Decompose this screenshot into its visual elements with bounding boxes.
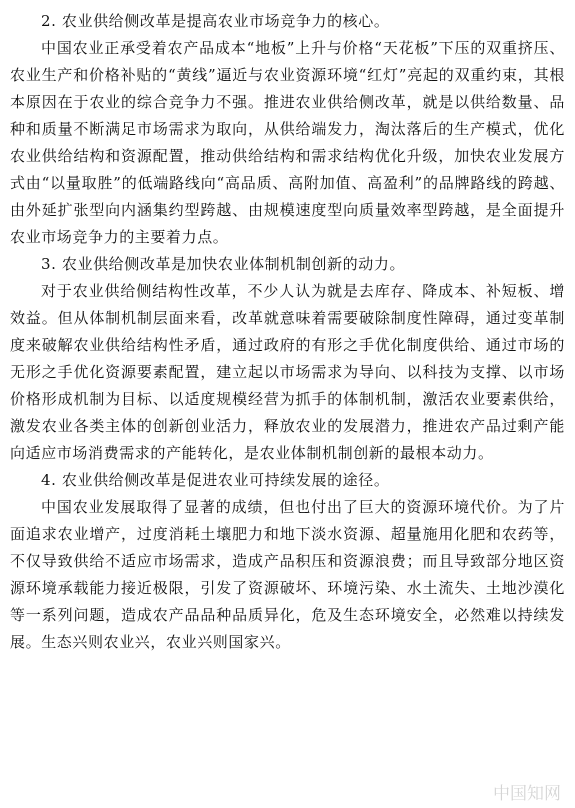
section-4-body: 中国农业发展取得了显著的成绩，但也付出了巨大的资源环境代价。为了片面追求农业增产，过度消耗土壤肥力和地下淡水资源、超量施用化肥和农药等，不仅导致供给不适应市场需求，造成产品积压和资源浪费；而且导致部分地区资源环境承载能力接近极限，引发了资源破坏、环境污染、水土流失、土地沙漠化等一系列问题，造成农产品品种品质异化，危及生态环境安全，必然难以持续发展。生态兴则农业兴，农业兴则国家兴。 [10, 498, 565, 651]
section-3-heading: 3. 农业供给侧改革是加快农业体制机制创新的动力。 [41, 255, 406, 273]
watermark-logo: 中国知网 [493, 784, 561, 804]
section-2-heading: 2. 农业供给侧改革是提高农业市场竞争力的核心。 [41, 12, 390, 30]
section-2-body: 中国农业正承受着农产品成本“地板”上升与价格“天花板”下压的双重挤压、农业生产和价格补贴的“黄线”逼近与农业资源环境“红灯”亮起的双重约束，其根本原因在于农业的综合竞争力不强。推进农业供给侧改革，就是以供给数量、品种和质量不断满足市场需求为取向，从供给端发力，淘汰落后的生产模式，优化农业供给结构和资源配置，推动供给结构和需求结构优化升级，加快农业发展方式由“以量取胜”的低端路线向“高品质、高附加值、高盈利”的品牌路线的跨越、由外延扩张型向内涵集约型跨越、由规模速度型向质量效率型跨越，是全面提升农业市场竞争力的主要着力点。 [10, 39, 565, 246]
section-4-heading: 4. 农业供给侧改革是促进农业可持续发展的途径。 [41, 471, 390, 489]
section-3-body: 对于农业供给侧结构性改革，不少人认为就是去库存、降成本、补短板、增效益。但从体制机制层面来看，改革就意味着需要破除制度性障碍，通过变革制度来破解农业供给结构性矛盾，通过政府的有形之手优化制度供给、通过市场的无形之手优化资源要素配置，建立起以市场需求为导向、以科技为支撑、以市场价格形成机制为目标、以适度规模经营为抓手的体制机制，激活农业要素供给，激发农业各类主体的创新创业活力，释放农业的发展潜力，推进农产品过剩产能向适应市场消费需求的产能转化，是农业体制机制创新的最根本动力。 [10, 282, 565, 462]
